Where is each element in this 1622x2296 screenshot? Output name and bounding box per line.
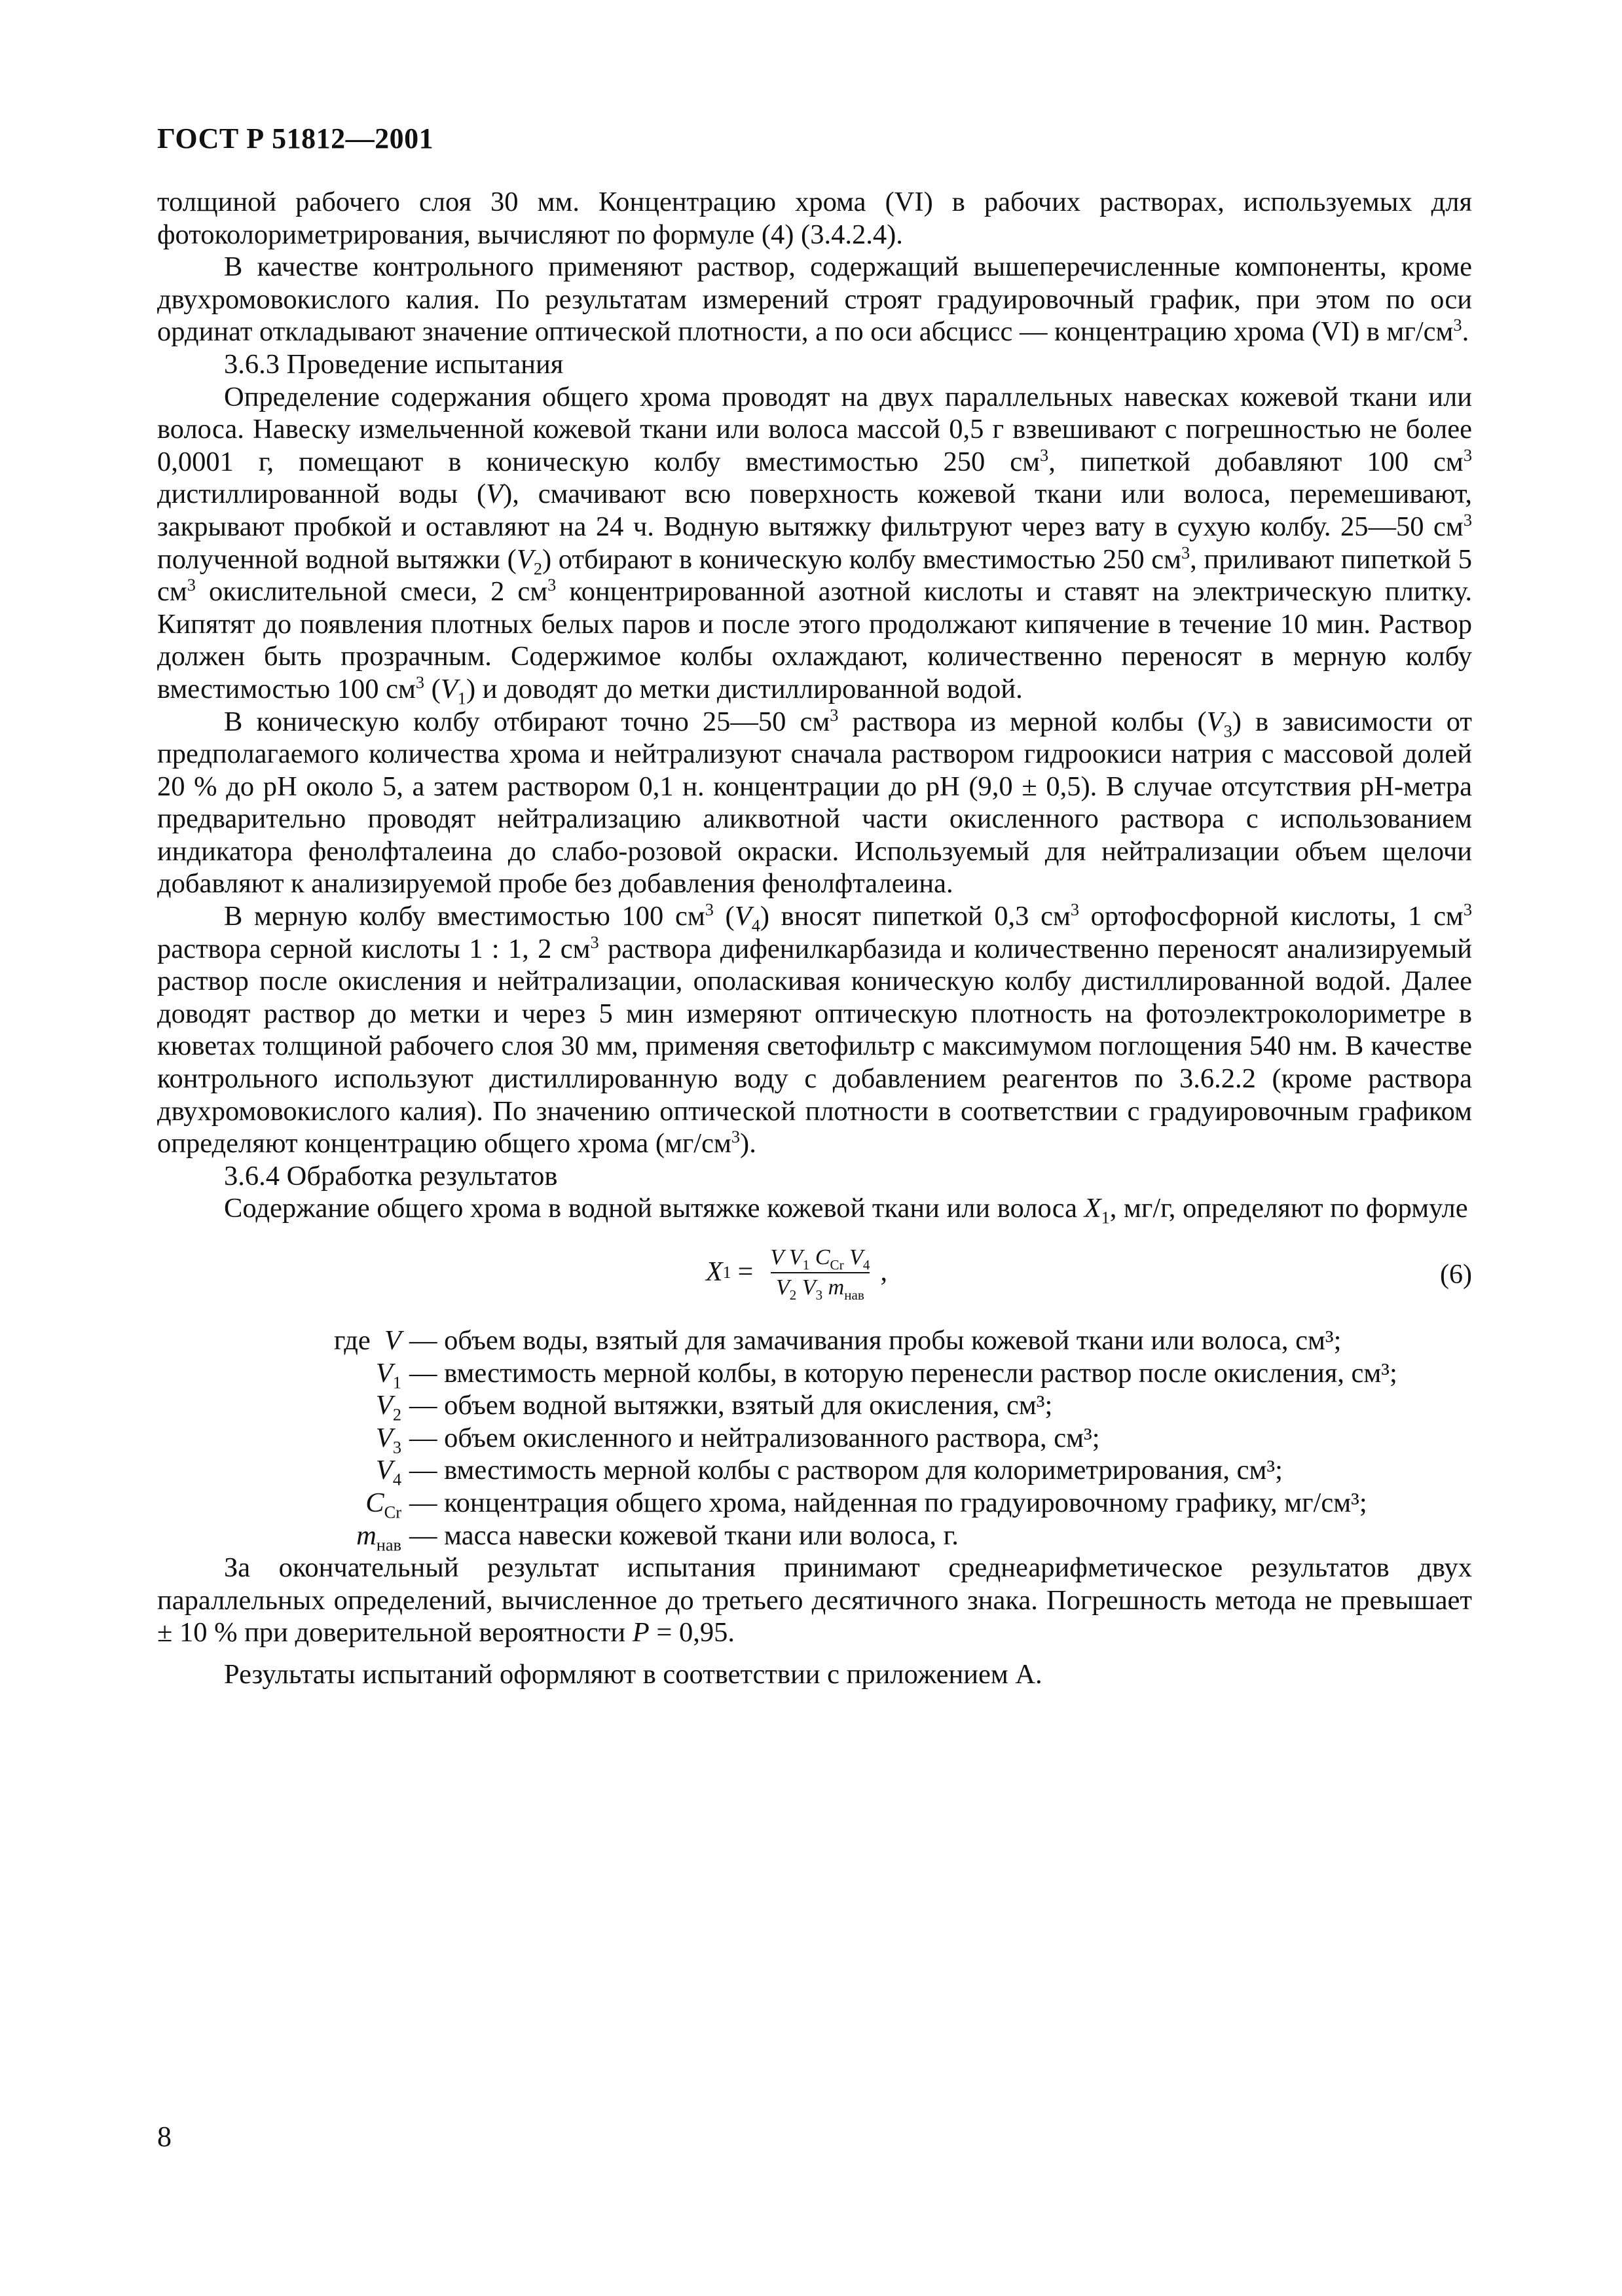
formula-number: (6): [1440, 1260, 1472, 1290]
paragraph: За окончательный результат испытания принимают среднеарифметическое результатов двух параллельных определений, вычисленное до третьего десятичного знака. Погрешность метода не превышает ± 10 % при доверительной вероятности P = 0,95.: [157, 1552, 1472, 1649]
definition-item: $m_{нав}$ — масса навески кожевой ткани или волоса, г.: [356, 1520, 959, 1555]
formula-fraction: [765, 1245, 875, 1301]
paragraph: В мерную колбу вместимостью 100 $см^3$ $(V_4)$ вносят пипеткой 0,3 $см^3$ ортофосфорной кислоты, 1 $см^3$ раствора серной кислоты 1 : 1, 2 $см^3$ раствора дифенилкарбазида и количественно переносят анализируемый раствор после окисления и нейтрализации, ополаскивая коническую колбу дистиллированной водой. Далее доводят раствор до метки и через 5 мин измеряют оптическую плотность на фотоэлектроколориметре в кюветах толщиной рабочего слоя 30 мм, применяя светофильтр с максимумом поглощения 540 нм. В качестве контрольного используют дистиллированную воду с добавлением реагентов по 3.6.2.2 (кроме раствора двухромовокислого калия). По значению оптической плотности в соответствии с градуировочным графиком определяют концентрацию общего хрома $(мг/см^3)$.: [157, 900, 1472, 1159]
formula-expression: X 1 = $\frac{V V_1 C_{Cr} V_4}{V_2 V_3 m_{нав}}$ ,: [706, 1245, 887, 1303]
paragraph: Определение содержания общего хрома проводят на двух параллельных навесках кожевой ткани или волоса. Навеску измельченной кожевой ткани или волоса массой 0,5 г взвешивают с погрешностью не более 0,0001 г, помещают в коническую колбу вместимостью 250 $см^3$, пипеткой добавляют 100 $см^3$ дистиллированной воды (V), смачивают всю поверхность кожевой ткани или волоса, перемешивают, закрывают пробкой и оставляют на 24 ч. Водную вытяжку фильтруют через вату в сухую колбу. 25—50 $см^3$ полученной водной вытяжки $(V_2)$ отбирают в коническую колбу вместимостью 250 $см^3$, приливают пипеткой 5 $см^3$ окислительной смеси, 2 $см^3$ концентрированной азотной кислоты и ставят на электрическую плитку. Кипятят до появления плотных белых паров и после этого продолжают кипячение в течение 10 мин. Раствор должен быть прозрачным. Содержимое колбы охлаждают, количественно переносят в мерную колбу вместимостью 100 $см^3$ $(V_1)$ и доводят до метки дистиллированной водой.: [157, 381, 1472, 708]
paragraph: Содержание общего хрома в водной вытяжке кожевой ткани или волоса $X_1$, мг/г, определяют по формуле: [224, 1193, 1468, 1228]
formula-denominator: $V_2$ $V_3$ $m_{нав}$: [771, 1272, 870, 1301]
document-body: [157, 186, 1472, 1691]
definition-item: $V_1$ — вместимость мерной колбы, в которую перенесли раствор после окисления, см³;: [375, 1357, 1397, 1393]
page-number: 8: [157, 2121, 172, 2153]
definition-item: $V_4$ — вместимость мерной колбы с раствором для колориметрирования, см³;: [375, 1455, 1283, 1489]
paragraph: В качестве контрольного применяют раствор, содержащий вышеперечисленные компоненты, кроме двухромовокислого калия. По результатам измерений строят градуировочный график, при этом по оси ординат откладывают значение оптической плотности, а по оси абсцисс — концентрацию хрома (VI) в $мг/см^3$.: [157, 251, 1472, 348]
definitions-list: [157, 1324, 1472, 1555]
section-heading-3-6-3: 3.6.3 Проведение испытания: [224, 348, 564, 380]
section-heading-3-6-4: 3.6.4 Обработка результатов: [224, 1160, 558, 1192]
paragraph: толщиной рабочего слоя 30 мм. Концентрацию хрома (VI) в рабочих растворах, используемых для фотоколориметрирования, вычисляют по формуле (4) (3.4.2.4).: [157, 187, 1472, 250]
document-header: ГОСТ Р 51812—2001: [157, 122, 434, 155]
formula-numerator: V $V_1$ $C_{Cr}$ $V_4$: [770, 1245, 870, 1273]
definition-item: $V_2$ — объем водной вытяжки, взятый для окисления, см³;: [375, 1390, 1053, 1425]
definition-item: где V — объем воды, взятый для замачивания пробы кожевой ткани или волоса, см³;: [333, 1325, 1342, 1356]
paragraph: В коническую колбу отбирают точно 25—50 $см^3$ раствора из мерной колбы $(V_3)$ в зависимости от предполагаемого количества хрома и нейтрализуют сначала раствором гидроокиси натрия с массовой долей 20 % до pH около 5, а затем раствором 0,1 н. концентрации до pH (9,0 ± 0,5). В случае отсутствия pH-метра предварительно проводят нейтрализацию аликвотной части окисленного раствора с использованием индикатора фенолфталеина до слабо-розовой окраски. Используемый для нейтрализации объем щелочи добавляют к анализируемой пробе без добавления фенолфталеина.: [157, 705, 1472, 900]
formula-6: [157, 1231, 1472, 1318]
definition-item: $C_{Cr}$ — концентрация общего хрома, найденная по градуировочному графику, мг/см³;: [365, 1487, 1367, 1522]
paragraph: Результаты испытаний оформляют в соответствии с приложением А.: [224, 1658, 1042, 1690]
definition-item: $V_3$ — объем окисленного и нейтрализованного раствора, см³;: [375, 1422, 1100, 1457]
